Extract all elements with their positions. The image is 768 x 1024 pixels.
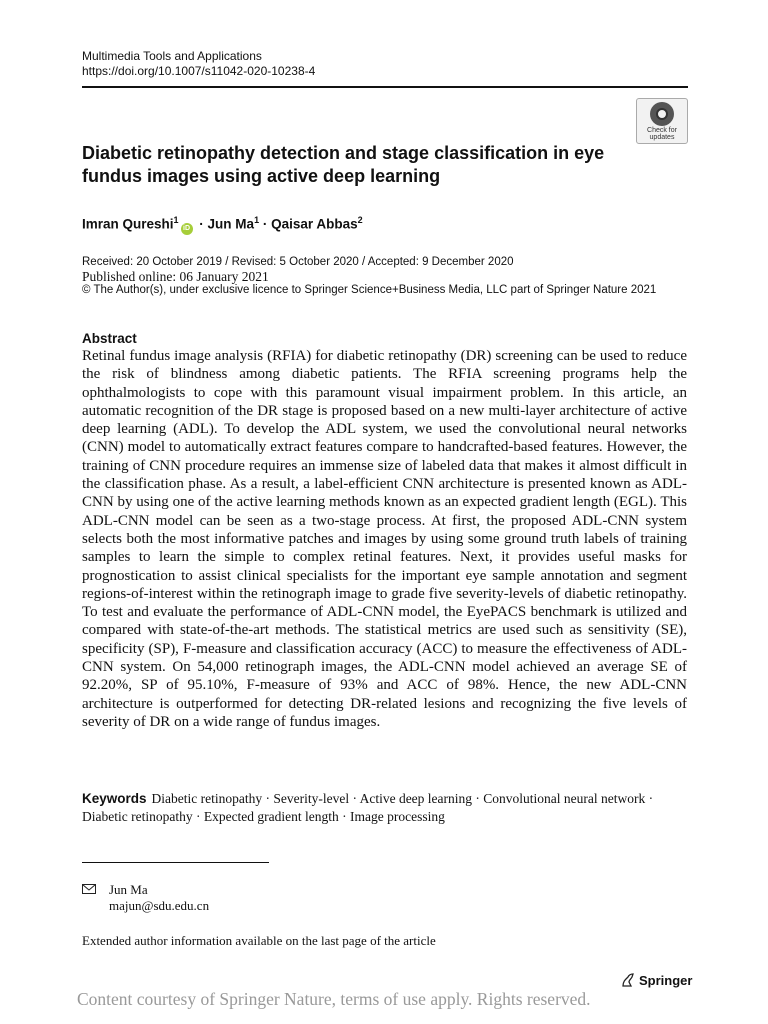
journal-name: Multimedia Tools and Applications bbox=[82, 49, 262, 63]
author-list bbox=[82, 211, 363, 235]
keywords-text: Diabetic retinopathy · Severity-level · Active deep learning · Convolutional neural network · Diabetic retinopathy · Expected gradient length · Image processing bbox=[82, 791, 654, 824]
footnote-rule bbox=[82, 862, 269, 863]
author-name[interactable]: Qaisar Abbas bbox=[271, 216, 358, 232]
check-for-updates-icon bbox=[650, 102, 674, 126]
watermark-text: Content courtesy of Springer Nature, terms of use apply. Rights reserved. bbox=[77, 989, 591, 1009]
copyright-notice: © The Author(s), under exclusive licence to Springer Science+Business Media, LLC part of Springer Nature 2021 bbox=[82, 284, 657, 296]
article-title: Diabetic retinopathy detection and stage classification in eye fundus images using active deep learning bbox=[82, 143, 605, 186]
published-date: Published online: 06 January 2021 bbox=[82, 269, 269, 284]
corresponding-author-email[interactable]: majun@sdu.edu.cn bbox=[109, 898, 210, 913]
extended-author-info: Extended author information available on the last page of the article bbox=[82, 933, 436, 948]
orcid-icon[interactable]: iD bbox=[181, 223, 193, 235]
header-rule bbox=[82, 86, 688, 88]
affiliation-mark: 1 bbox=[254, 215, 260, 225]
envelope-icon bbox=[82, 884, 96, 894]
doi-link[interactable]: https://doi.org/10.1007/s11042-020-10238-4 bbox=[82, 64, 316, 78]
keywords bbox=[82, 790, 682, 826]
springer-horse-icon bbox=[620, 972, 636, 988]
abstract-text: Retinal fundus image analysis (RFIA) for diabetic retinopathy (DR) screening can be used to reduce the risk of blindness among diabetic patients. The RFIA screening programs help the ophthalmologists to cope with this paramount visual impairment problem. In this article, an automatic recognition of the DR stage is proposed based on a new multi-layer architecture of active deep learning (ADL). To develop the ADL system, we used the convolutional neural networks (CNN) model to automatically extract features compare to handcrafted-based features. However, the training of CNN procedure requires an immense size of labeled data that makes it almost difficult in the classification phase. As a result, a label-efficient CNN architecture is presented known as ADL-CNN by using one of the active learning methods known as an expected gradient length (EGL). This ADL-CNN model can be seen as a two-stage process. At first, the proposed ADL-CNN system selects both the most informative patches and images by using some ground truth labels of training samples to learn the simple to complex retinal features. Next, it provides useful masks for prognostication to assist clinical specialists for the important eye sample annotation and segment regions-of-interest within the retinograph image to grade five severity-levels of diabetic retinopathy. To test and evaluate the performance of ADL-CNN model, the EyePACS benchmark is utilized and compared with state-of-the-art methods. The statistical metrics are used such as sensitivity (SE), specificity (SP), F-measure and classification accuracy (ACC) to measure the effectiveness of ADL-CNN system. On 54,000 retinograph images, the ADL-CNN model achieved an average SE of 92.20%, SP of 95.10%, F-measure of 93% and ACC of 98%. Hence, the new ADL-CNN architecture is outperformed for detecting DR-related lesions and recognizing the five levels of severity of DR on a wide range of fundus images. bbox=[82, 348, 687, 730]
corresponding-author-name: Jun Ma bbox=[109, 882, 148, 897]
publisher-logo bbox=[620, 972, 692, 990]
abstract-heading: Abstract bbox=[82, 331, 137, 346]
publisher-name: Springer bbox=[639, 973, 693, 988]
author-separator: · bbox=[259, 216, 272, 232]
affiliation-mark: 1 bbox=[173, 215, 179, 225]
keywords-label: Keywords bbox=[82, 791, 147, 806]
author-name[interactable]: Imran Qureshi bbox=[82, 216, 174, 232]
badge-line-2: updates bbox=[649, 134, 675, 141]
affiliation-mark: 2 bbox=[357, 215, 363, 225]
badge-line-1: Check for bbox=[647, 127, 677, 134]
check-for-updates-badge[interactable] bbox=[636, 98, 688, 144]
author-name[interactable]: Jun Ma bbox=[207, 216, 255, 232]
author-separator: · bbox=[195, 216, 208, 232]
article-dates: Received: 20 October 2019 / Revised: 5 October 2020 / Accepted: 9 December 2020 bbox=[82, 256, 514, 268]
